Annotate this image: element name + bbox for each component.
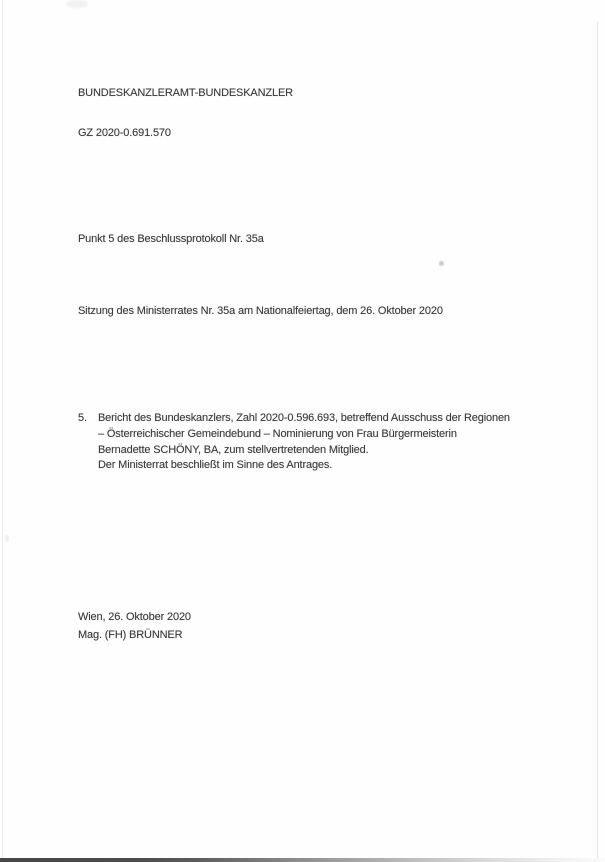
place-date-line: Wien, 26. Oktober 2020 bbox=[78, 611, 191, 623]
signature-line: Mag. (FH) BRÜNNER bbox=[78, 629, 183, 641]
scan-bottom-edge-line bbox=[0, 858, 605, 862]
subject-line: Punkt 5 des Beschlussprotokoll Nr. 35a bbox=[78, 233, 264, 245]
agenda-item-number: 5. bbox=[78, 412, 87, 424]
agenda-item-line: Bernadette SCHÖNY, BA, zum stellvertretenden Mitglied. bbox=[98, 444, 369, 456]
reference-number: GZ 2020-0.691.570 bbox=[78, 127, 171, 139]
agenda-item-line: Der Ministerrat beschließt im Sinne des Antrages. bbox=[98, 459, 333, 471]
scan-smudge-top-left bbox=[66, 0, 88, 8]
scan-edge-right-line bbox=[597, 22, 598, 862]
agenda-item-line: – Österreichischer Gemeindebund – Nominierung von Frau Bürgermeisterin bbox=[98, 428, 457, 440]
scan-speck-mid-right bbox=[439, 261, 444, 266]
session-line: Sitzung des Ministerrates Nr. 35a am Nationalfeiertag, dem 26. Oktober 2020 bbox=[78, 305, 443, 317]
scan-speck-left-margin bbox=[5, 535, 9, 542]
document-header: BUNDESKANZLERAMT-BUNDESKANZLER bbox=[78, 87, 293, 99]
scan-edge-left-line bbox=[2, 0, 3, 862]
agenda-item-line: Bericht des Bundeskanzlers, Zahl 2020-0.596.693, betreffend Ausschuss der Regionen bbox=[98, 412, 510, 424]
